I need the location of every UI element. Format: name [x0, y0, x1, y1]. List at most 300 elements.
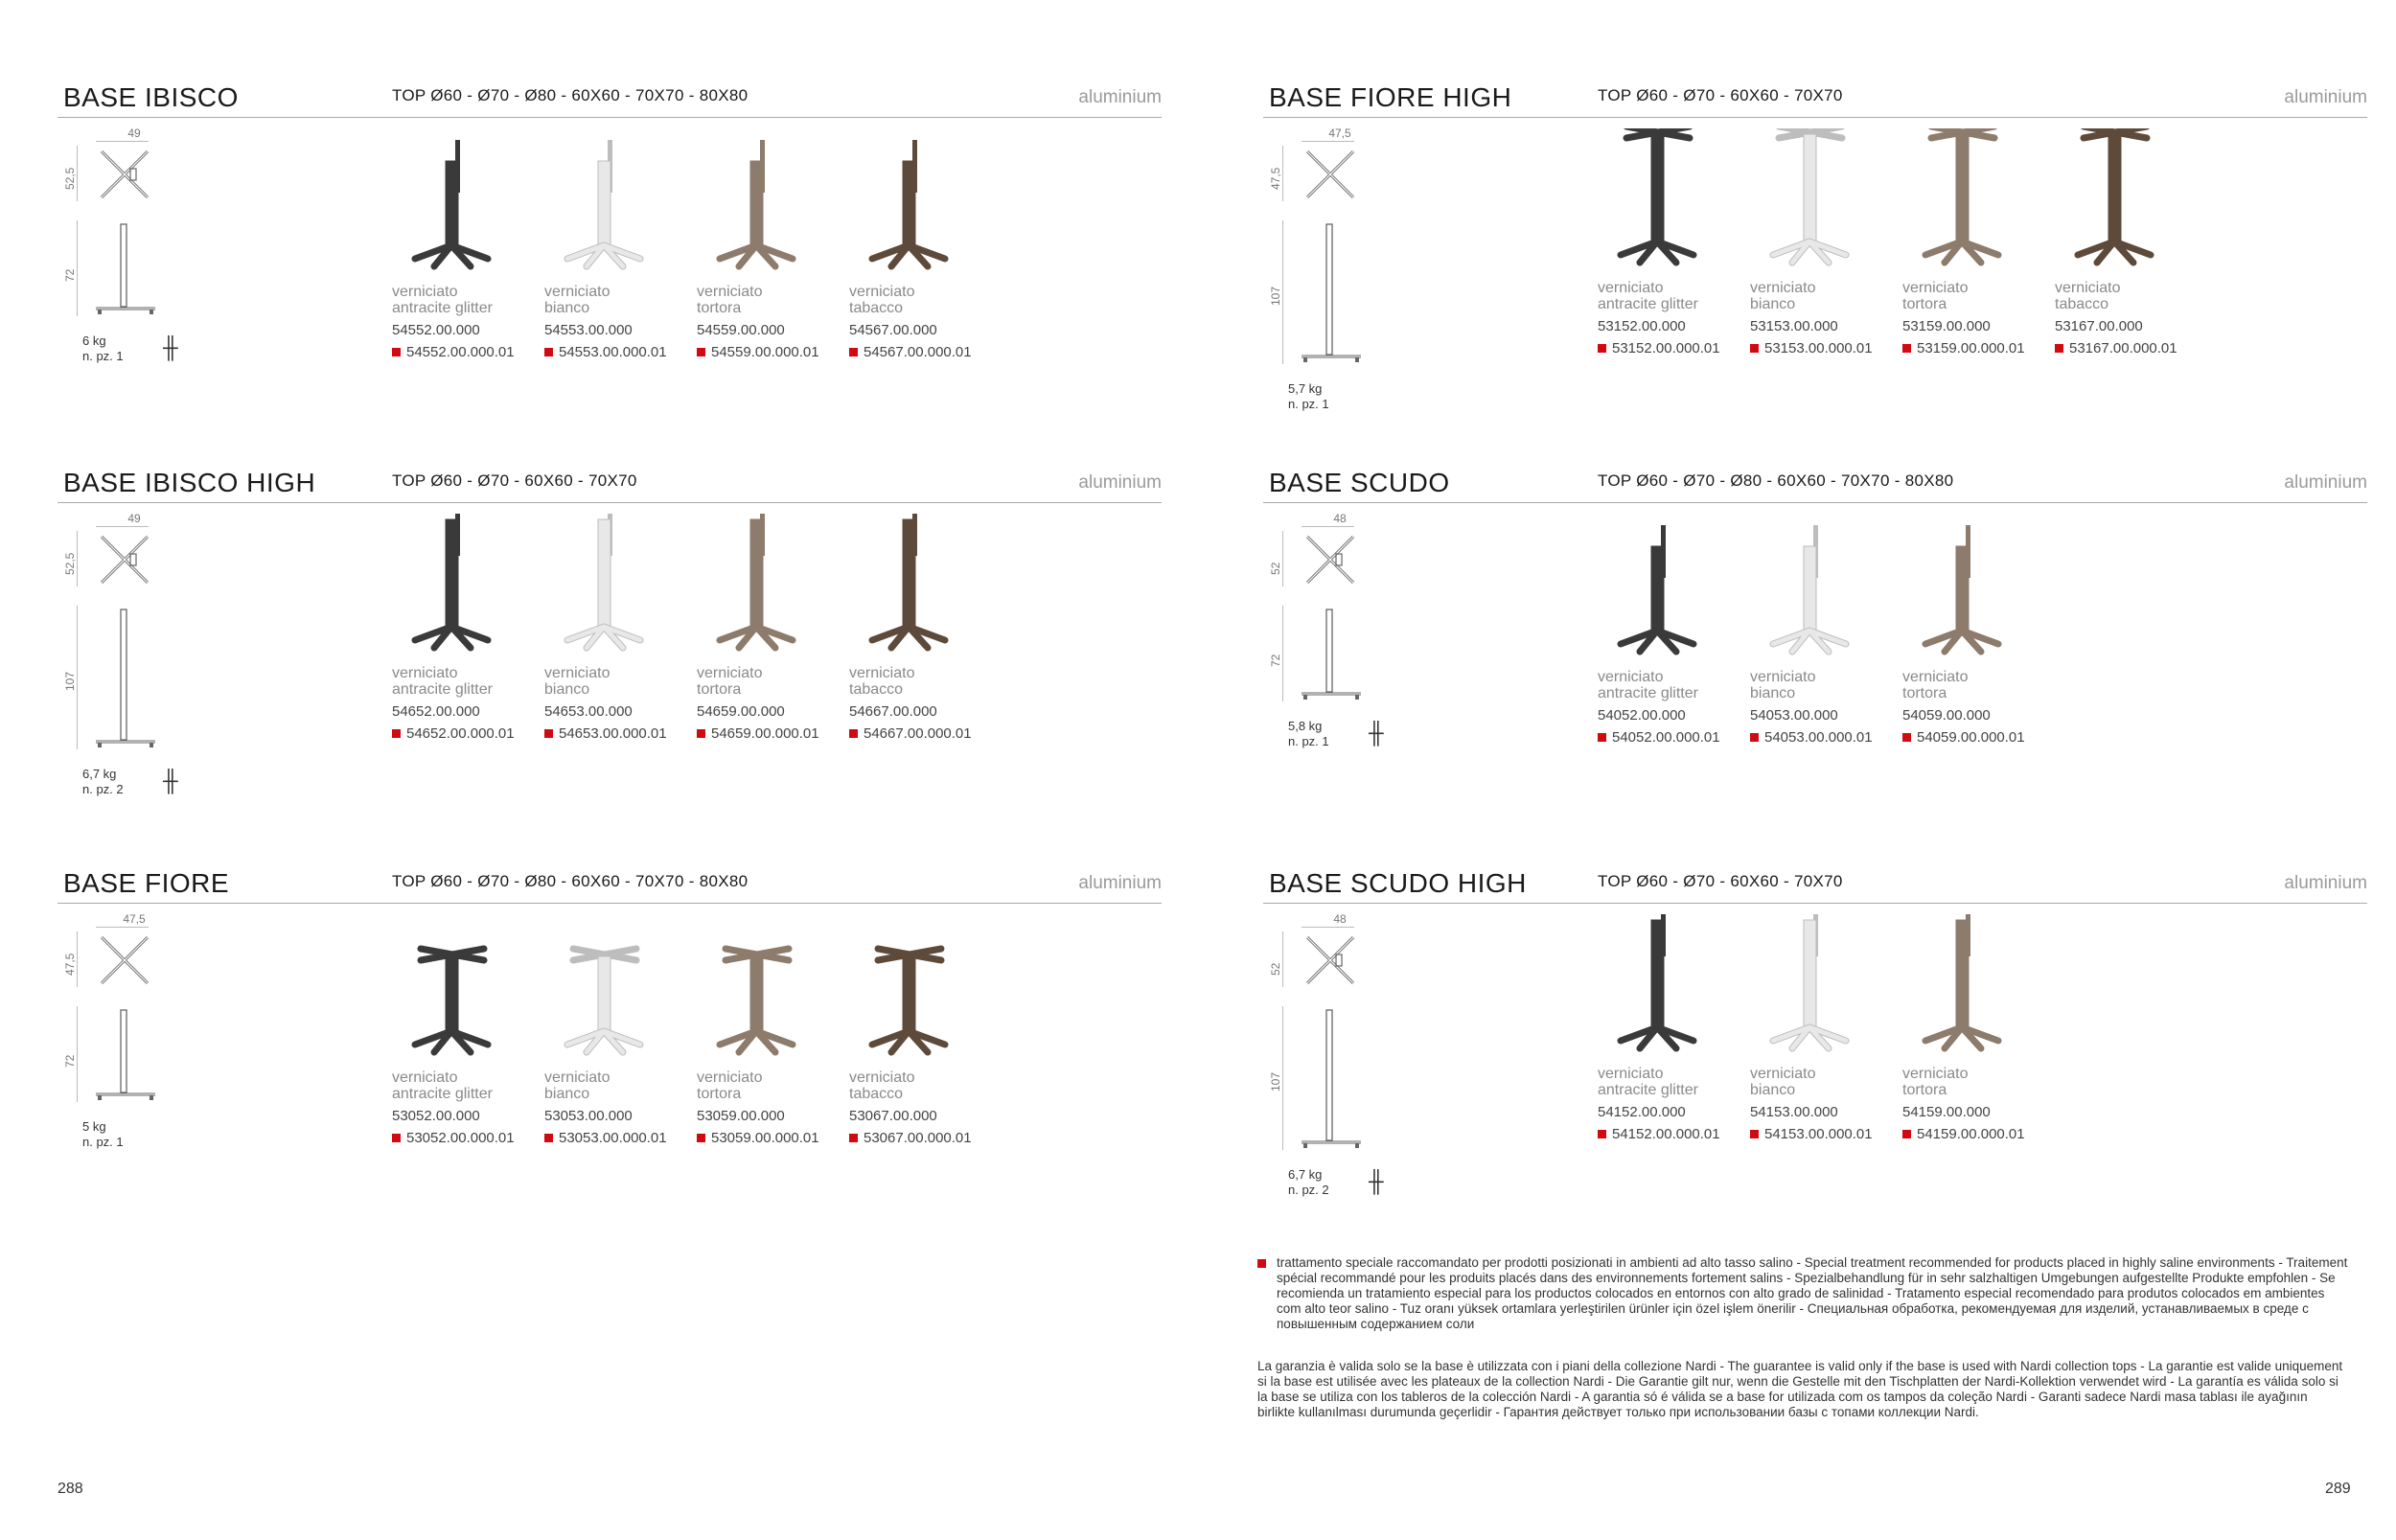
finish-color: bianco: [1750, 296, 1796, 312]
section-base-ibisco: [58, 82, 1162, 456]
weight-value: 6,7 kg: [1288, 1167, 1323, 1182]
finish-label: [1598, 669, 1741, 701]
finish-color: antracite glitter: [392, 300, 493, 316]
product-photo: [1910, 914, 2016, 1058]
product-variant: [392, 132, 536, 360]
product-photo: [1605, 517, 1711, 661]
finish-color: bianco: [544, 681, 590, 698]
product-variant: [544, 918, 688, 1146]
tops-list: TOP Ø60 - Ø70 - 60X60 - 70X70: [1598, 872, 1843, 890]
finish-color: antracite glitter: [1598, 1082, 1698, 1098]
finish-label: [2055, 280, 2199, 312]
weight-info: [82, 767, 124, 797]
top-view-drawing: [96, 146, 153, 203]
salt-code-value: 54053.00.000.01: [1764, 729, 1873, 746]
product-variant: [1598, 128, 1741, 356]
dim-width-label: 47,5: [1328, 126, 1351, 140]
finish-type: verniciato: [544, 284, 611, 300]
product-code: 53167.00.000: [2055, 318, 2143, 334]
red-square-icon: [849, 1134, 858, 1142]
salt-code-value: 54159.00.000.01: [1917, 1126, 2025, 1142]
dimension-drawing: [58, 510, 249, 816]
finish-type: verniciato: [392, 665, 458, 681]
section-base-fiore: [58, 868, 1162, 1242]
product-photo: [1605, 914, 1711, 1058]
pieces-per-pack: n. pz. 1: [1288, 397, 1329, 411]
finish-color: tabacco: [849, 681, 904, 698]
product-variant: [849, 918, 993, 1146]
product-photo: [1758, 517, 1863, 661]
side-view-drawing: [1298, 220, 1365, 364]
side-view-drawing: [92, 220, 159, 316]
product-code: 54152.00.000: [1598, 1104, 1686, 1120]
finish-color: tortora: [697, 1086, 742, 1102]
dim-width-label: 49: [127, 126, 141, 140]
salt-code-value: 54052.00.000.01: [1612, 729, 1720, 746]
salt-code-value: 53067.00.000.01: [864, 1130, 972, 1146]
salt-code-value: 54552.00.000.01: [406, 344, 515, 360]
dim-height-label: 72: [1269, 654, 1282, 667]
product-variant: [697, 918, 841, 1146]
product-photo: [2062, 128, 2168, 272]
product-variant: [697, 132, 841, 360]
dimension-drawing: [58, 910, 249, 1217]
salt-code-value: 54653.00.000.01: [559, 725, 667, 742]
weight-info: [1288, 1167, 1329, 1198]
product-variant: [544, 514, 688, 742]
product-code: 53052.00.000: [392, 1108, 480, 1124]
red-square-icon: [1750, 1130, 1759, 1138]
dim-height-line: [1282, 606, 1283, 701]
section-divider: [58, 903, 1162, 904]
red-square-icon: [544, 729, 553, 738]
dim-height-label: 107: [63, 671, 77, 691]
product-code: 54652.00.000: [392, 703, 480, 720]
finish-type: verniciato: [1902, 280, 1969, 296]
dim-height-line: [77, 220, 78, 316]
finish-label: [697, 665, 841, 698]
finish-color: tabacco: [2055, 296, 2109, 312]
section-divider: [1263, 502, 2367, 503]
product-code-salt: [392, 725, 536, 742]
dim-depth-label: 52: [1269, 962, 1282, 976]
product-photo: [857, 514, 962, 657]
red-square-icon: [544, 348, 553, 356]
dim-depth-label: 47,5: [1269, 167, 1282, 190]
product-code-salt: [1598, 1126, 1741, 1142]
section-base-fiore-high: [1263, 82, 2367, 456]
finish-label: [1750, 1066, 1894, 1098]
finish-type: verniciato: [544, 665, 611, 681]
finish-label: [849, 665, 993, 698]
finish-type: verniciato: [697, 284, 763, 300]
red-square-icon: [1257, 1259, 1266, 1268]
weight-info: [82, 1119, 124, 1150]
side-view-drawing: [1298, 1006, 1365, 1150]
product-code-salt: [697, 344, 841, 360]
product-code-salt: [849, 725, 993, 742]
material-label: aluminium: [1078, 873, 1162, 893]
product-code-salt: [544, 344, 688, 360]
product-code: 54052.00.000: [1598, 707, 1686, 724]
red-square-icon: [2055, 344, 2063, 353]
finish-type: verniciato: [697, 665, 763, 681]
salt-code-value: 54059.00.000.01: [1917, 729, 2025, 746]
product-photo: [1605, 128, 1711, 272]
stack-icon: ╫: [163, 335, 178, 359]
red-square-icon: [392, 1134, 401, 1142]
section-divider: [58, 117, 1162, 118]
product-variant: [392, 514, 536, 742]
product-variant: [1598, 914, 1741, 1142]
dim-height-label: 72: [63, 268, 77, 282]
weight-value: 6 kg: [82, 333, 106, 348]
section-base-scudo: [1263, 468, 2367, 841]
finish-color: bianco: [1750, 685, 1796, 701]
salt-code-value: 54567.00.000.01: [864, 344, 972, 360]
dim-depth-label: 52,5: [63, 552, 77, 575]
product-photo: [400, 918, 505, 1062]
finish-type: verniciato: [1750, 1066, 1816, 1082]
finish-label: [1750, 669, 1894, 701]
finish-label: [1902, 280, 2046, 312]
section-base-scudo-high: [1263, 868, 2367, 1242]
product-photo: [1758, 914, 1863, 1058]
product-variant: [1750, 914, 1894, 1142]
red-square-icon: [1598, 344, 1606, 353]
red-square-icon: [1750, 344, 1759, 353]
product-variant: [1750, 128, 1894, 356]
finish-label: [1750, 280, 1894, 312]
section-title: BASE FIORE HIGH: [1269, 82, 1512, 112]
salt-code-value: 53167.00.000.01: [2069, 340, 2177, 356]
pieces-per-pack: n. pz. 2: [82, 782, 124, 796]
top-view-drawing: [1302, 931, 1359, 989]
top-view-drawing: [96, 931, 153, 989]
product-code-salt: [1750, 1126, 1894, 1142]
finish-type: verniciato: [392, 1069, 458, 1086]
dimension-drawing: [58, 125, 249, 431]
side-view-drawing: [1298, 606, 1365, 701]
salt-code-value: 54652.00.000.01: [406, 725, 515, 742]
dim-depth-line: [1282, 531, 1283, 586]
red-square-icon: [1902, 733, 1911, 742]
red-square-icon: [1598, 1130, 1606, 1138]
dim-width-label: 48: [1333, 512, 1347, 525]
finish-type: verniciato: [849, 284, 915, 300]
section-title: BASE IBISCO: [63, 82, 239, 112]
product-photo: [704, 514, 810, 657]
guarantee-note: La garanzia è valida solo se la base è utilizzata con i piani della collezione Nardi - The guarantee is valid only if the base is used with Nardi collection tops - La garantie est valide uniquement si la base est utilisée avec les plateaux de la collection Nardi - Die Garantie gilt nur, wenn die Gestelle mit den Tischplatten der Nardi-Kollektion verwendet wird - La garantía es válida solo si la base se utiliza con los tableros de la colección Nardi - A garantia só é válida se a base for utilizada com os tampos da coleção Nardi - Garanti sadece Nardi masa tablası ile ayağının birlikte kullanılması durumunda geçerlidir - Гарантия действует только при использовании базы с топами коллекции Nardi.: [1257, 1359, 2343, 1419]
finish-type: verniciato: [1902, 1066, 1969, 1082]
side-view-drawing: [92, 606, 159, 749]
finish-label: [392, 1069, 536, 1102]
product-variant: [1750, 517, 1894, 746]
dim-height-line: [1282, 1006, 1283, 1150]
salt-code-value: 54667.00.000.01: [864, 725, 972, 742]
dim-width-line: [96, 141, 149, 142]
dim-width-label: 49: [127, 512, 141, 525]
product-code: 54059.00.000: [1902, 707, 1991, 724]
pieces-per-pack: n. pz. 2: [1288, 1183, 1329, 1197]
red-square-icon: [849, 348, 858, 356]
stack-icon: ╫: [163, 769, 178, 793]
finish-color: tortora: [697, 300, 742, 316]
dim-depth-label: 47,5: [63, 953, 77, 976]
product-code-salt: [544, 725, 688, 742]
stack-icon: ╫: [1369, 721, 1384, 745]
weight-info: [1288, 719, 1329, 749]
red-square-icon: [1902, 344, 1911, 353]
finish-label: [849, 1069, 993, 1102]
product-photo: [704, 132, 810, 276]
product-code-salt: [392, 1130, 536, 1146]
material-label: aluminium: [1078, 472, 1162, 493]
finish-color: tortora: [1902, 1082, 1947, 1098]
section-base-ibisco-high: [58, 468, 1162, 841]
finish-label: [544, 284, 688, 316]
product-code: 53159.00.000: [1902, 318, 1991, 334]
product-photo: [552, 132, 657, 276]
finish-color: antracite glitter: [1598, 296, 1698, 312]
finish-label: [697, 1069, 841, 1102]
finish-color: bianco: [544, 300, 590, 316]
product-code: 54053.00.000: [1750, 707, 1838, 724]
pieces-per-pack: n. pz. 1: [82, 349, 124, 363]
product-variant: [849, 132, 993, 360]
product-photo: [552, 514, 657, 657]
product-photo: [1758, 128, 1863, 272]
tops-list: TOP Ø60 - Ø70 - Ø80 - 60X60 - 70X70 - 80X80: [1598, 471, 1954, 490]
red-square-icon: [1750, 733, 1759, 742]
product-code: 54153.00.000: [1750, 1104, 1838, 1120]
product-photo: [857, 132, 962, 276]
weight-value: 5,7 kg: [1288, 381, 1323, 396]
tops-list: TOP Ø60 - Ø70 - 60X60 - 70X70: [1598, 86, 1843, 104]
top-view-drawing: [1302, 531, 1359, 588]
product-variant: [697, 514, 841, 742]
red-square-icon: [392, 348, 401, 356]
product-code-salt: [849, 1130, 993, 1146]
product-code-salt: [1598, 729, 1741, 746]
product-code: 54653.00.000: [544, 703, 633, 720]
salt-code-value: 54152.00.000.01: [1612, 1126, 1720, 1142]
dim-depth-label: 52: [1269, 562, 1282, 575]
red-square-icon: [544, 1134, 553, 1142]
material-label: aluminium: [2284, 472, 2367, 493]
product-photo: [857, 918, 962, 1062]
product-code: 54659.00.000: [697, 703, 785, 720]
finish-type: verniciato: [1598, 1066, 1664, 1082]
side-view-drawing: [92, 1006, 159, 1102]
material-label: aluminium: [1078, 87, 1162, 107]
finish-type: verniciato: [849, 1069, 915, 1086]
product-variant: [1902, 914, 2046, 1142]
finish-color: tortora: [1902, 685, 1947, 701]
dimension-drawing: [1263, 125, 1455, 431]
top-view-drawing: [1302, 146, 1359, 203]
finish-type: verniciato: [697, 1069, 763, 1086]
finish-type: verniciato: [1750, 280, 1816, 296]
dim-height-label: 107: [1269, 286, 1282, 306]
dim-width-line: [96, 526, 149, 527]
finish-color: tabacco: [849, 300, 904, 316]
finish-type: verniciato: [1598, 669, 1664, 685]
salt-treatment-text: trattamento speciale raccomandato per prodotti posizionati in ambienti ad alto tasso salino - Special treatment recommended for products placed in highly saline environments - Traitement spécial recommandé pour les produits placés dans des environnements fortement salins - Spezialbehandlung für in sehr salzhaltigen Umgebungen aufgestellte Produkte empfohlen - Se recomienda un tratamiento especial para los productos colocados en entornos con alto grado de salinidad - Tratamento especial recomendado para produtos colocados em ambientes com alto teor salino - Tuz oranı yüksek ortamlara yerleştirilen ürünler için özel işlem önerilir - Специальная обработка, рекомендуемая для изделий, устанавливаемых в среде с повышенным содержанием соли: [1277, 1255, 2348, 1331]
product-code: 54559.00.000: [697, 322, 785, 338]
finish-label: [1598, 1066, 1741, 1098]
product-code: 53053.00.000: [544, 1108, 633, 1124]
finish-color: bianco: [1750, 1082, 1796, 1098]
product-photo: [400, 514, 505, 657]
salt-code-value: 53059.00.000.01: [711, 1130, 819, 1146]
dim-width-line: [96, 927, 149, 928]
dim-depth-label: 52,5: [63, 167, 77, 190]
material-label: aluminium: [2284, 873, 2367, 893]
product-variant: [544, 132, 688, 360]
finish-label: [544, 1069, 688, 1102]
section-divider: [1263, 117, 2367, 118]
salt-code-value: 54659.00.000.01: [711, 725, 819, 742]
dim-depth-line: [77, 931, 78, 987]
salt-code-value: 54553.00.000.01: [559, 344, 667, 360]
salt-code-value: 54153.00.000.01: [1764, 1126, 1873, 1142]
dimension-drawing: [1263, 510, 1455, 816]
salt-treatment-note: [1257, 1255, 2348, 1332]
weight-value: 6,7 kg: [82, 767, 117, 781]
red-square-icon: [849, 729, 858, 738]
red-square-icon: [697, 348, 705, 356]
dim-height-line: [77, 606, 78, 749]
tops-list: TOP Ø60 - Ø70 - 60X60 - 70X70: [392, 471, 637, 490]
pieces-per-pack: n. pz. 1: [1288, 734, 1329, 748]
weight-info: [82, 333, 124, 364]
weight-info: [1288, 381, 1329, 412]
product-code-salt: [1750, 340, 1894, 356]
dim-height-line: [77, 1006, 78, 1102]
finish-type: verniciato: [392, 284, 458, 300]
salt-code-value: 54559.00.000.01: [711, 344, 819, 360]
weight-value: 5 kg: [82, 1119, 106, 1134]
product-variant: [849, 514, 993, 742]
page-number-right: 289: [2325, 1481, 2351, 1497]
dim-width-label: 48: [1333, 912, 1347, 926]
page-number-left: 288: [58, 1481, 83, 1497]
red-square-icon: [1598, 733, 1606, 742]
finish-color: antracite glitter: [392, 681, 493, 698]
product-code: 53152.00.000: [1598, 318, 1686, 334]
finish-label: [1902, 1066, 2046, 1098]
product-code-salt: [2055, 340, 2199, 356]
product-photo: [1910, 517, 2016, 661]
finish-label: [392, 665, 536, 698]
red-square-icon: [1902, 1130, 1911, 1138]
finish-type: verniciato: [1598, 280, 1664, 296]
product-code-salt: [1598, 340, 1741, 356]
finish-type: verniciato: [2055, 280, 2121, 296]
section-title: BASE SCUDO HIGH: [1269, 868, 1527, 898]
finish-type: verniciato: [849, 665, 915, 681]
finish-color: antracite glitter: [392, 1086, 493, 1102]
dim-height-label: 72: [63, 1054, 77, 1068]
section-divider: [58, 502, 1162, 503]
section-title: BASE SCUDO: [1269, 468, 1450, 497]
salt-code-value: 53152.00.000.01: [1612, 340, 1720, 356]
salt-code-value: 53053.00.000.01: [559, 1130, 667, 1146]
finish-label: [1902, 669, 2046, 701]
finish-color: tortora: [1902, 296, 1947, 312]
product-code: 54567.00.000: [849, 322, 937, 338]
red-square-icon: [697, 1134, 705, 1142]
tops-list: TOP Ø60 - Ø70 - Ø80 - 60X60 - 70X70 - 80X80: [392, 872, 749, 890]
product-photo: [704, 918, 810, 1062]
dim-width-line: [1302, 927, 1354, 928]
product-photo: [552, 918, 657, 1062]
dim-depth-line: [1282, 146, 1283, 201]
product-variant: [392, 918, 536, 1146]
product-photo: [400, 132, 505, 276]
tops-list: TOP Ø60 - Ø70 - Ø80 - 60X60 - 70X70 - 80X80: [392, 86, 749, 104]
finish-label: [1598, 280, 1741, 312]
product-code: 54552.00.000: [392, 322, 480, 338]
top-view-drawing: [96, 531, 153, 588]
product-variant: [1598, 517, 1741, 746]
product-variant: [2055, 128, 2199, 356]
finish-color: bianco: [544, 1086, 590, 1102]
product-code-salt: [1750, 729, 1894, 746]
red-square-icon: [392, 729, 401, 738]
product-code-salt: [1902, 729, 2046, 746]
dim-height-label: 107: [1269, 1071, 1282, 1092]
dim-width-line: [1302, 141, 1354, 142]
product-variant: [1902, 128, 2046, 356]
product-code: 54159.00.000: [1902, 1104, 1991, 1120]
red-square-icon: [697, 729, 705, 738]
dim-width-label: 47,5: [123, 912, 146, 926]
product-variant: [1902, 517, 2046, 746]
finish-color: tabacco: [849, 1086, 904, 1102]
material-label: aluminium: [2284, 87, 2367, 107]
salt-code-value: 53159.00.000.01: [1917, 340, 2025, 356]
product-code-salt: [1902, 340, 2046, 356]
dim-depth-line: [1282, 931, 1283, 987]
dim-width-line: [1302, 526, 1354, 527]
finish-color: tortora: [697, 681, 742, 698]
finish-color: antracite glitter: [1598, 685, 1698, 701]
product-code: 53059.00.000: [697, 1108, 785, 1124]
product-photo: [1910, 128, 2016, 272]
stack-icon: ╫: [1369, 1169, 1384, 1193]
finish-label: [849, 284, 993, 316]
finish-label: [544, 665, 688, 698]
finish-type: verniciato: [544, 1069, 611, 1086]
section-title: BASE FIORE: [63, 868, 230, 898]
section-divider: [1263, 903, 2367, 904]
weight-value: 5,8 kg: [1288, 719, 1323, 733]
product-code-salt: [697, 1130, 841, 1146]
finish-type: verniciato: [1902, 669, 1969, 685]
pieces-per-pack: n. pz. 1: [82, 1135, 124, 1149]
product-code-salt: [849, 344, 993, 360]
product-code: 53067.00.000: [849, 1108, 937, 1124]
dim-depth-line: [77, 531, 78, 586]
product-code-salt: [1902, 1126, 2046, 1142]
finish-type: verniciato: [1750, 669, 1816, 685]
product-code-salt: [697, 725, 841, 742]
section-title: BASE IBISCO HIGH: [63, 468, 316, 497]
salt-code-value: 53153.00.000.01: [1764, 340, 1873, 356]
product-code-salt: [392, 344, 536, 360]
